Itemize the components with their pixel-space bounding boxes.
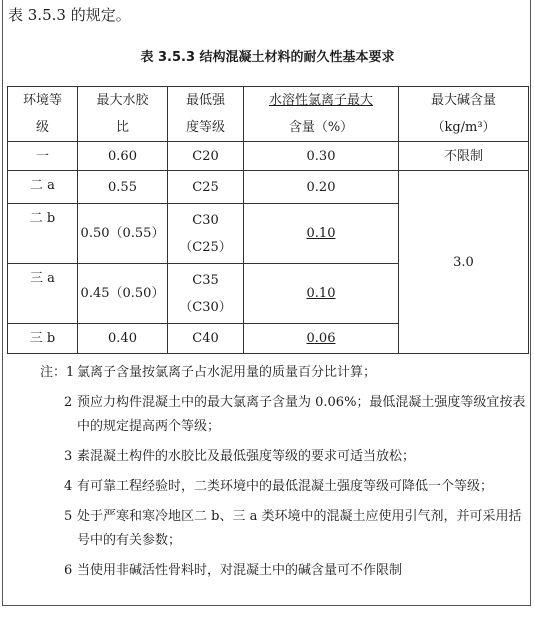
table-row: 二 b 0.50（0.55） C30 （C25） 0.10 bbox=[8, 204, 529, 264]
note-item: 注：1 氯离子含量按氯离子占水泥用量的质量百分比计算； bbox=[40, 365, 377, 380]
table-header-row bbox=[8, 87, 529, 142]
table-row: 三 b 0.40 C40 0.06 bbox=[8, 324, 529, 354]
table-notes bbox=[40, 361, 530, 583]
header-chloride: 水溶性氯离子最大 含量（%） bbox=[244, 87, 399, 142]
alkali-merged-cell: 3.0 bbox=[399, 171, 529, 354]
note-item: 3 素混凝土构件的水胶比及最低强度等级的要求可适当放松； bbox=[64, 449, 416, 464]
note-item: 5 处于严寒和寒冷地区二 b、三 a 类环境中的混凝土应使用引气剂，并可采用括号中的有关参数； bbox=[64, 509, 522, 548]
table-row: 三 a 0.45（0.50） C35 （C30） 0.10 bbox=[8, 264, 529, 324]
header-wc: 最大水胶 比 bbox=[78, 87, 168, 142]
table-title: 表 3.5.3 结构混凝土材料的耐久性基本要求 bbox=[140, 50, 395, 65]
table-row: 二 a 0.55 C25 0.20 3.0 bbox=[8, 171, 529, 204]
intro-text: 表 3.5.3 的规定。 bbox=[8, 6, 131, 24]
note-item: 4 有可靠工程经验时，二类环境中的最低混凝土强度等级可降低一个等级； bbox=[64, 479, 494, 494]
note-item: 6 当使用非碱活性骨料时，对混凝土中的碱含量可不作限制 bbox=[64, 563, 403, 578]
header-env: 环境等 级 bbox=[8, 87, 78, 142]
header-grade: 最低强 度等级 bbox=[168, 87, 244, 142]
header-alkali: 最大碱含量 （kg/m³） bbox=[399, 87, 529, 142]
durability-table bbox=[7, 86, 529, 354]
notes-prefix: 注： bbox=[40, 365, 67, 380]
note-item: 2 预应力构件混凝土中的最大氯离子含量为 0.06%；最低混凝土强度等级宜按表中的规定提高两个等级； bbox=[64, 395, 526, 434]
table-row: 一 0.60 C20 0.30 不限制 bbox=[8, 142, 529, 171]
